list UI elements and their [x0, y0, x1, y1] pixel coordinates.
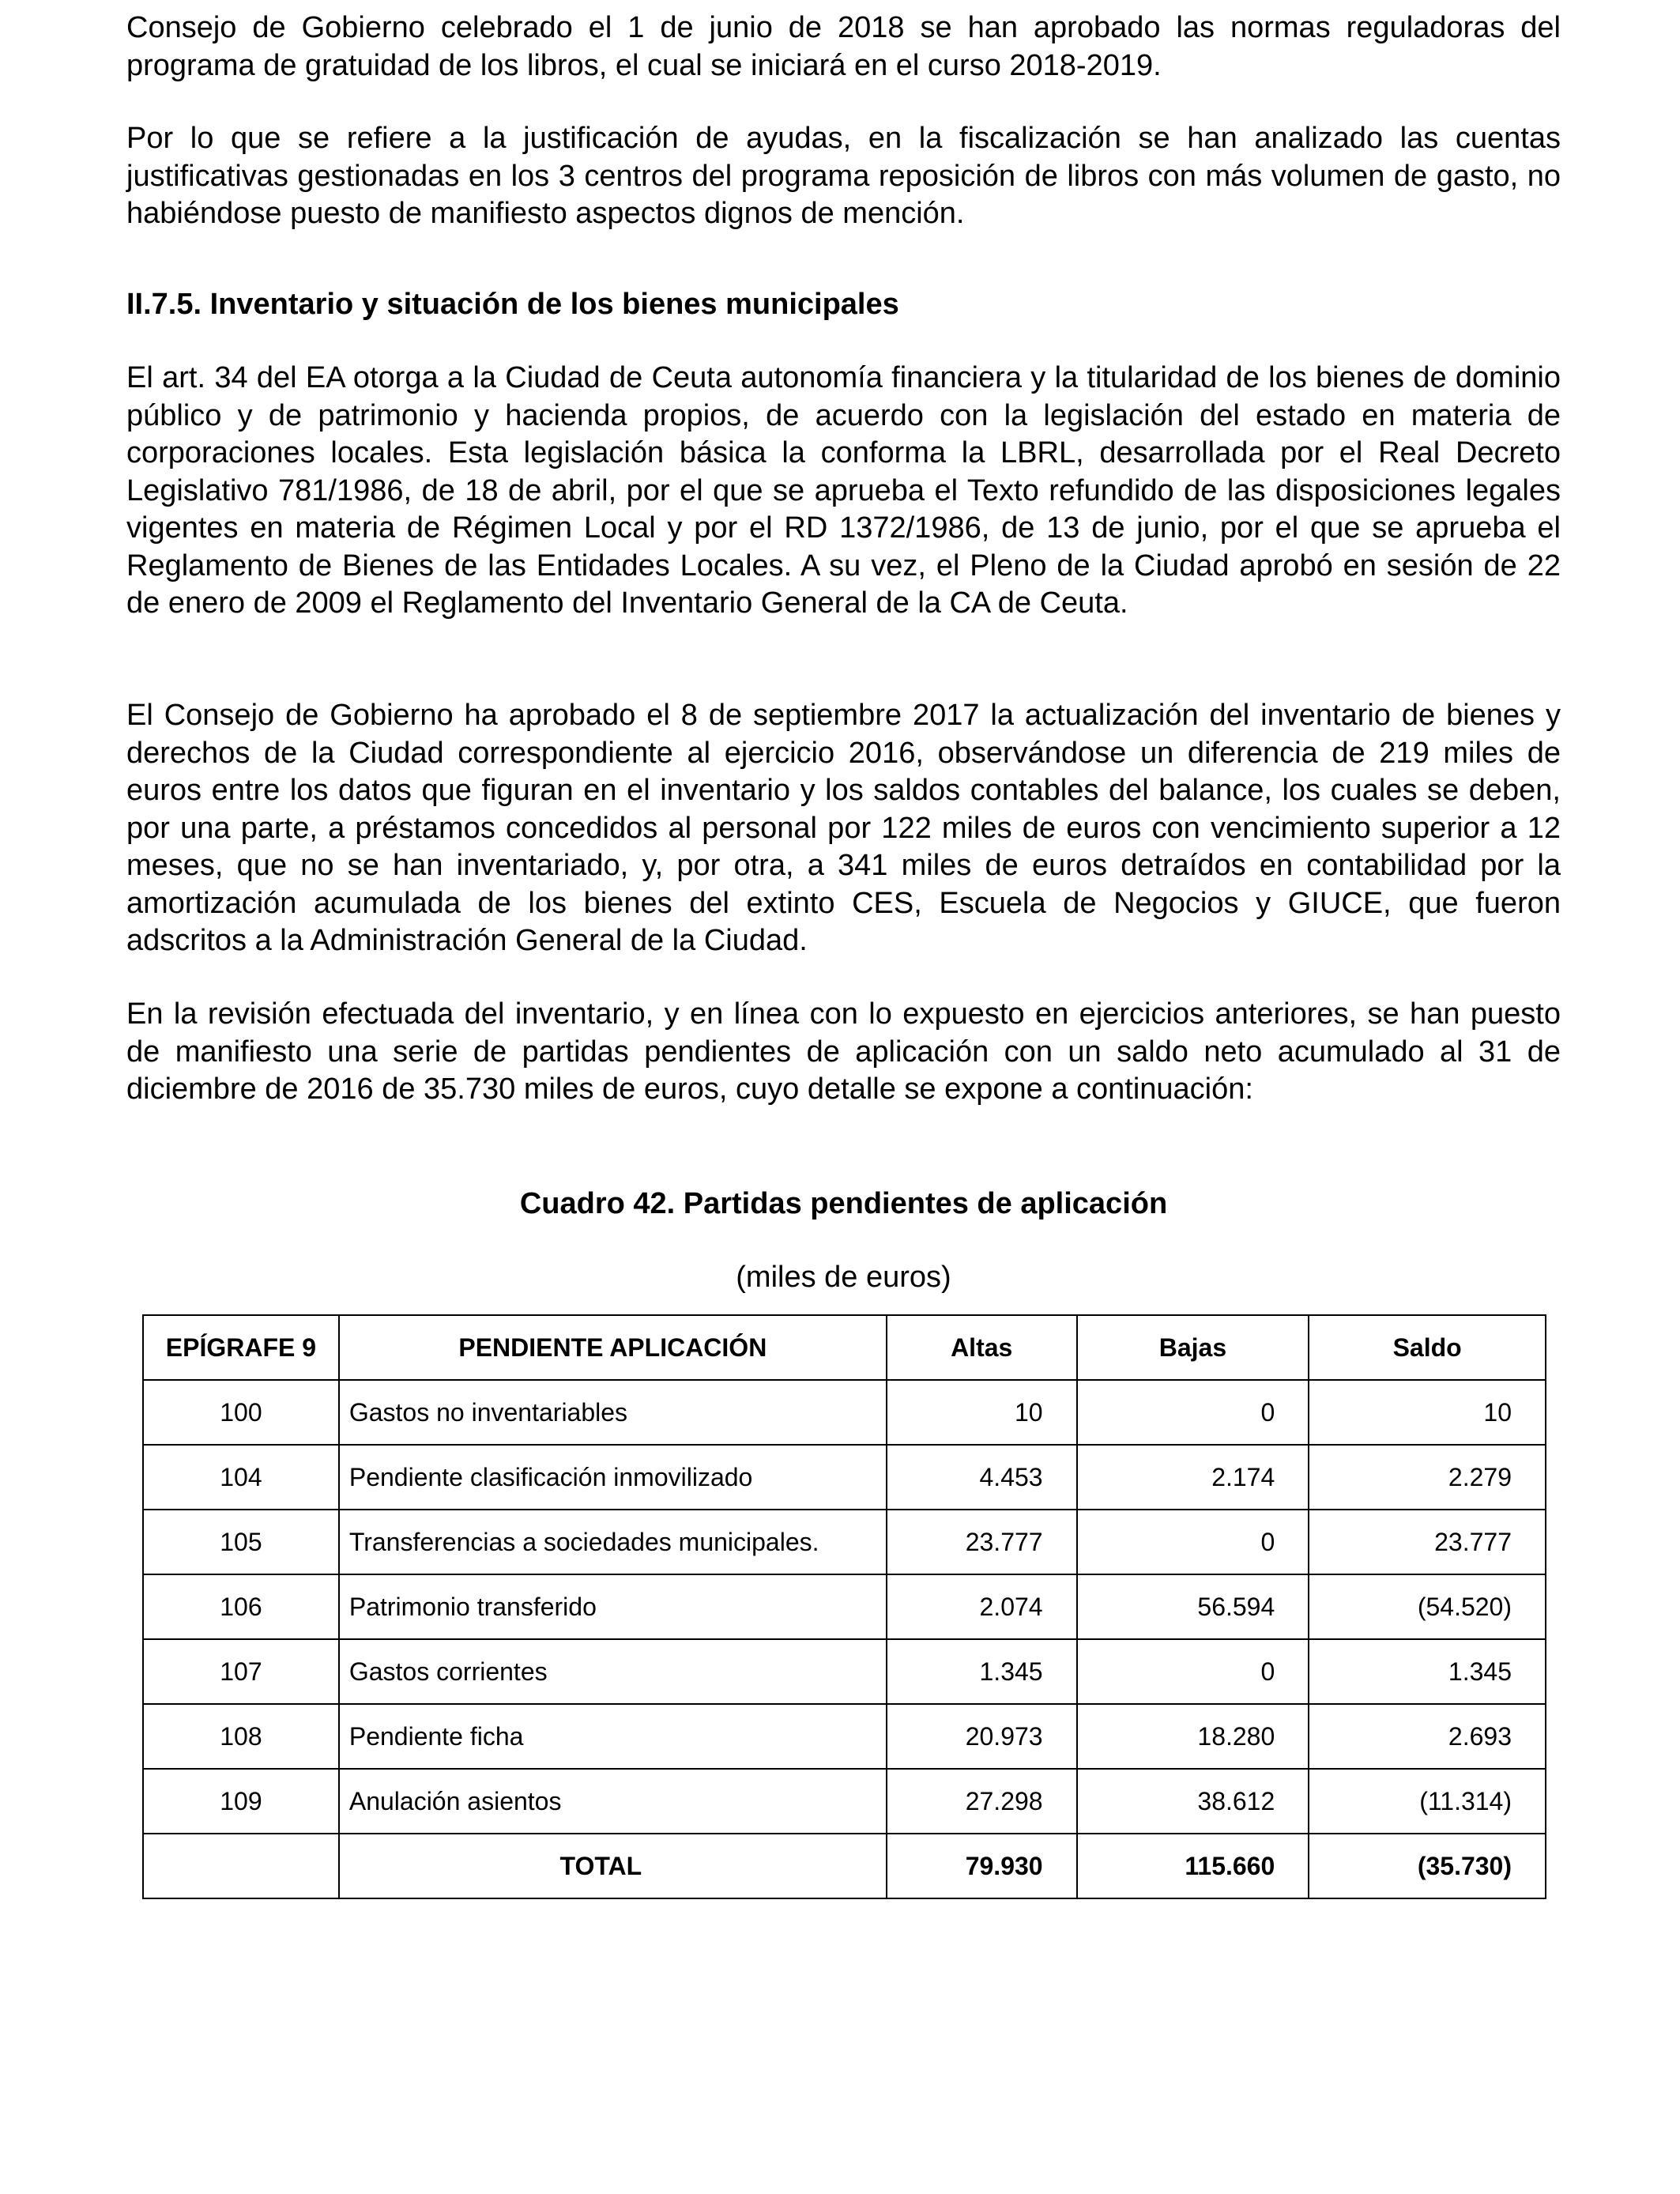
table-units: (miles de euros) [736, 1261, 951, 1294]
cell-total-label: TOTAL [339, 1834, 887, 1898]
table-row [143, 1380, 1546, 1445]
cell-saldo: 2.693 [1309, 1704, 1546, 1769]
cell-code: 105 [143, 1510, 339, 1574]
cell-saldo: 10 [1309, 1380, 1546, 1445]
cell-code: 106 [143, 1574, 339, 1639]
table-header-row [143, 1315, 1546, 1380]
cell-bajas: 2.174 [1077, 1445, 1309, 1510]
cell-description: Anulación asientos [339, 1769, 887, 1834]
cell-saldo: 23.777 [1309, 1510, 1546, 1574]
paragraph-2: Por lo que se refiere a la justificación de ayudas, en la fiscalización se han analizado las cuentas justificativas gestionadas en los 3 centros del programa reposición de libros con más volumen de gasto, no habiéndose puesto de manifiesto aspectos dignos de mención. [126, 122, 1561, 230]
paragraph-3: El art. 34 del EA otorga a la Ciudad de Ceuta autonomía financiera y la titularidad de los bienes de dominio público y de patrimonio y hacienda propios, de acuerdo con la legislación del estado en materia de corporaciones locales. Esta legislación básica la conforma la LBRL, desarrollada por el Real Decreto Legislativo 781/1986, de 18 de abril, por el que se aprueba el Texto refundido de las disposiciones legales vigentes en materia de Régimen Local y por el RD 1372/1986, de 13 de junio, por el que se aprueba el Reglamento de Bienes de las Entidades Locales. A su vez, el Pleno de la Ciudad aprobó en sesión de 22 de enero de 2009 el Reglamento del Inventario General de la CA de Ceuta. [126, 361, 1561, 620]
table-total-row [143, 1834, 1546, 1898]
cell-altas: 2.074 [887, 1574, 1077, 1639]
cell-description: Gastos corrientes [339, 1639, 887, 1704]
header-epigrafe: EPÍGRAFE 9 [143, 1315, 339, 1380]
cell-altas: 23.777 [887, 1510, 1077, 1574]
cell-altas: 1.345 [887, 1639, 1077, 1704]
header-altas: Altas [887, 1315, 1077, 1380]
pending-items-table [142, 1314, 1546, 1899]
cell-description: Gastos no inventariables [339, 1380, 887, 1445]
cell-bajas: 38.612 [1077, 1769, 1309, 1834]
cell-saldo: 1.345 [1309, 1639, 1546, 1704]
cell-description: Pendiente clasificación inmovilizado [339, 1445, 887, 1510]
table-row [143, 1769, 1546, 1834]
paragraph-5: En la revisión efectuada del inventario, y en línea con lo expuesto en ejercicios anteriores, se han puesto de manifiesto una serie de partidas pendientes de aplicación con un saldo neto acumulado al 31 de diciembre de 2016 de 35.730 miles de euros, cuyo detalle se expone a continuación: [126, 997, 1561, 1106]
paragraph-1: Consejo de Gobierno celebrado el 1 de junio de 2018 se han aprobado las normas reguladoras del programa de gratuidad de los libros, el cual se iniciará en el curso 2018-2019. [126, 11, 1561, 82]
cell-total-bajas: 115.660 [1077, 1834, 1309, 1898]
cell-description: Patrimonio transferido [339, 1574, 887, 1639]
cell-code: 100 [143, 1380, 339, 1445]
cell-code: 108 [143, 1704, 339, 1769]
header-saldo: Saldo [1309, 1315, 1546, 1380]
table-row [143, 1510, 1546, 1574]
table-row [143, 1639, 1546, 1704]
cell-bajas: 0 [1077, 1380, 1309, 1445]
cell-saldo: (54.520) [1309, 1574, 1546, 1639]
cell-altas: 27.298 [887, 1769, 1077, 1834]
table-row [143, 1445, 1546, 1510]
cell-code: 107 [143, 1639, 339, 1704]
cell-bajas: 0 [1077, 1639, 1309, 1704]
cell-code: 109 [143, 1769, 339, 1834]
cell-saldo: (11.314) [1309, 1769, 1546, 1834]
cell-description: Pendiente ficha [339, 1704, 887, 1769]
section-heading: II.7.5. Inventario y situación de los bienes municipales [126, 288, 899, 321]
header-pendiente: PENDIENTE APLICACIÓN [339, 1315, 887, 1380]
cell-altas: 20.973 [887, 1704, 1077, 1769]
table-title: Cuadro 42. Partidas pendientes de aplicación [519, 1187, 1168, 1220]
paragraph-4: El Consejo de Gobierno ha aprobado el 8 de septiembre 2017 la actualización del inventario de bienes y derechos de la Ciudad correspondiente al ejercicio 2016, observándose un diferencia de 219 miles de euros entre los datos que figuran en el inventario y los saldos contables del balance, los cuales se deben, por una parte, a préstamos concedidos al personal por 122 miles de euros con vencimiento superior a 12 meses, que no se han inventariado, y, por otra, a 341 miles de euros detraídos en contabilidad por la amortización acumulada de los bienes del extinto CES, Escuela de Negocios y GIUCE, que fueron adscritos a la Administración General de la Ciudad. [126, 699, 1561, 957]
table-row [143, 1574, 1546, 1639]
cell-total-saldo: (35.730) [1309, 1834, 1546, 1898]
cell-code [143, 1834, 339, 1898]
cell-bajas: 56.594 [1077, 1574, 1309, 1639]
cell-bajas: 0 [1077, 1510, 1309, 1574]
cell-code: 104 [143, 1445, 339, 1510]
cell-altas: 10 [887, 1380, 1077, 1445]
cell-saldo: 2.279 [1309, 1445, 1546, 1510]
cell-bajas: 18.280 [1077, 1704, 1309, 1769]
cell-description: Transferencias a sociedades municipales. [339, 1510, 887, 1574]
cell-altas: 4.453 [887, 1445, 1077, 1510]
cell-total-altas: 79.930 [887, 1834, 1077, 1898]
table-row [143, 1704, 1546, 1769]
header-bajas: Bajas [1077, 1315, 1309, 1380]
